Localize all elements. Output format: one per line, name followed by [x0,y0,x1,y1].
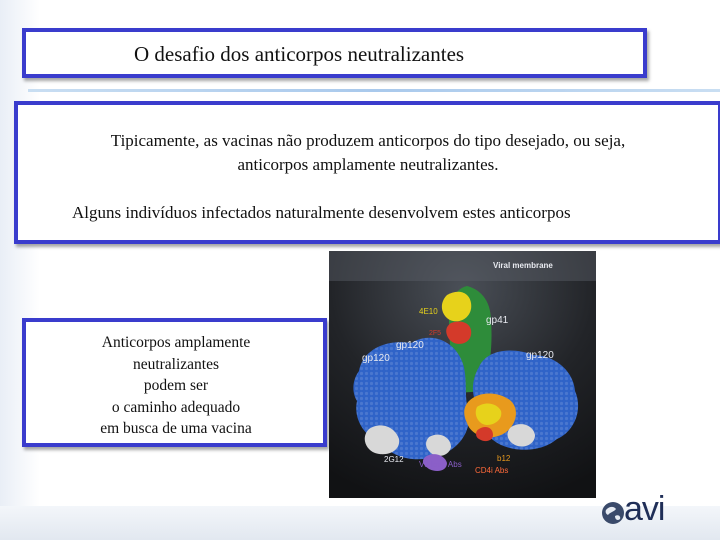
side-note-line: o caminho adequado [111,398,241,416]
label-4e10: 4E10 [419,307,438,316]
label-gp120-top: gp120 [396,340,424,351]
side-note-box [22,318,327,447]
hiv-envelope-figure [329,251,596,498]
side-note-line: em busca de uma vacina [100,420,252,437]
viral-membrane-label: Viral membrane [493,261,553,270]
side-note-text [66,332,286,440]
epitope-4e10 [442,292,471,322]
side-note-line: Anticorpos amplamente [101,334,251,351]
label-cd4i: CD4i Abs [475,466,509,475]
main-paragraph-2: Alguns indivíduos infectados naturalmente desenvolvem estes anticorpos [72,203,571,222]
label-v3-loop: V3 loop Abs [419,460,462,469]
main-paragraph-1-line-2: anticorpos amplamente neutralizantes. [237,155,499,174]
globe-icon [600,500,626,526]
main-text-box [14,101,720,244]
label-gp120-left: gp120 [362,353,390,364]
title-box [22,28,647,78]
iavi-logo [598,492,698,532]
label-2f5: 2F5 [429,330,442,337]
main-paragraph-1 [18,129,718,177]
logo-text: avi [624,490,665,528]
divider [28,89,720,92]
label-gp120-right: gp120 [526,350,554,361]
label-2g12: 2G12 [384,455,404,464]
slide-title: O desafio dos anticorpos neutralizantes [134,42,465,66]
label-b12: b12 [497,454,511,463]
label-gp41: gp41 [486,315,509,326]
main-paragraph-1-line-1: Tipicamente, as vacinas não produzem anticorpos do tipo desejado, ou seja, [110,131,626,150]
side-note-line: podem ser [143,377,209,394]
protein-structure-illustration [329,251,596,498]
side-note-line: neutralizantes [132,355,220,373]
